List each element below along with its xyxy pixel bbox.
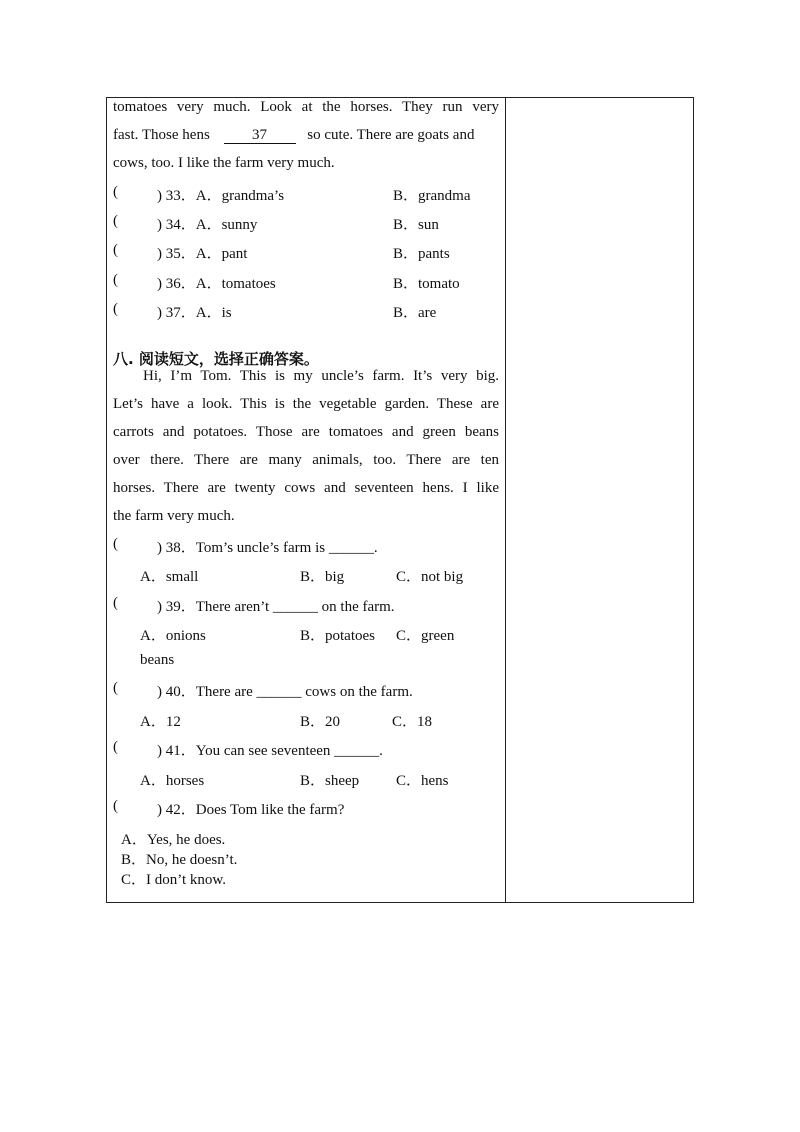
answer-paren: ( — [113, 301, 118, 317]
passage-text: fast. Those hens — [113, 127, 210, 143]
question-option-a: ) 35．A．pant — [157, 246, 248, 262]
passage-line-with-blank — [113, 127, 499, 144]
question-text: ) 42．Does Tom like the farm? — [157, 802, 345, 818]
option-a: A．onions — [140, 628, 206, 644]
reading-line: the farm very much. — [113, 508, 235, 524]
reading-line: Let’s have a look. This is the vegetable garden. These are — [113, 396, 499, 412]
question-option-b: B．sun — [393, 217, 439, 233]
section-title: 八. 阅读短文，选择正确答案。 — [113, 350, 319, 368]
answer-paren: ( — [113, 798, 118, 814]
question-text: ) 38．Tom’s uncle’s farm is ______. — [157, 540, 378, 556]
reading-line: horses. There are twenty cows and seventeen hens. I like — [113, 480, 499, 496]
option-c-continued: beans — [140, 652, 175, 668]
question-text: ) 41．You can see seventeen ______. — [157, 743, 383, 759]
reading-line: over there. There are many animals, too. There are ten — [113, 452, 499, 468]
question-option-b: B．are — [393, 305, 437, 321]
option-c: C．green — [396, 628, 455, 644]
reading-line: carrots and potatoes. Those are tomatoes and green beans — [113, 424, 499, 440]
option-a: A．12 — [140, 714, 181, 730]
answer-paren: ( — [113, 739, 118, 755]
option-c: C．I don’t know. — [121, 872, 227, 888]
option-c: C．18 — [392, 714, 433, 730]
question-option-b: B．tomato — [393, 276, 460, 292]
question-text: ) 40．There are ______ cows on the farm. — [157, 684, 413, 700]
blank-37: 37 — [224, 128, 296, 144]
question-option-b: B．pants — [393, 246, 450, 262]
option-c: C．hens — [396, 773, 449, 789]
answer-paren: ( — [113, 272, 118, 288]
question-option-a: ) 33．A．grandma’s — [157, 188, 285, 204]
passage-line: tomatoes very much. Look at the horses. They run very — [113, 99, 499, 115]
answer-paren: ( — [113, 680, 118, 696]
question-option-a: ) 37．A．is — [157, 305, 232, 321]
option-b: B．sheep — [300, 773, 360, 789]
reading-line: Hi, I’m Tom. This is my uncle’s farm. It’s very big. — [143, 368, 499, 384]
option-c: C．not big — [396, 569, 464, 585]
passage-line: cows, too. I like the farm very much. — [113, 155, 335, 171]
answer-paren: ( — [113, 595, 118, 611]
question-option-a: ) 36．A．tomatoes — [157, 276, 276, 292]
answer-paren: ( — [113, 184, 118, 200]
column-divider — [505, 98, 506, 902]
question-text: ) 39．There aren’t ______ on the farm. — [157, 599, 395, 615]
answer-paren: ( — [113, 213, 118, 229]
option-a: A．horses — [140, 773, 205, 789]
option-b: B．potatoes — [300, 628, 375, 644]
answer-paren: ( — [113, 242, 118, 258]
option-b: B．big — [300, 569, 345, 585]
answer-paren: ( — [113, 536, 118, 552]
passage-text: so cute. There are goats and — [307, 127, 475, 143]
question-option-a: ) 34．A．sunny — [157, 217, 258, 233]
option-b: B．No, he doesn’t. — [121, 852, 238, 868]
option-a: A．Yes, he does. — [121, 832, 226, 848]
worksheet-table — [106, 97, 694, 903]
question-option-b: B．grandma — [393, 188, 471, 204]
option-b: B．20 — [300, 714, 341, 730]
option-a: A．small — [140, 569, 199, 585]
